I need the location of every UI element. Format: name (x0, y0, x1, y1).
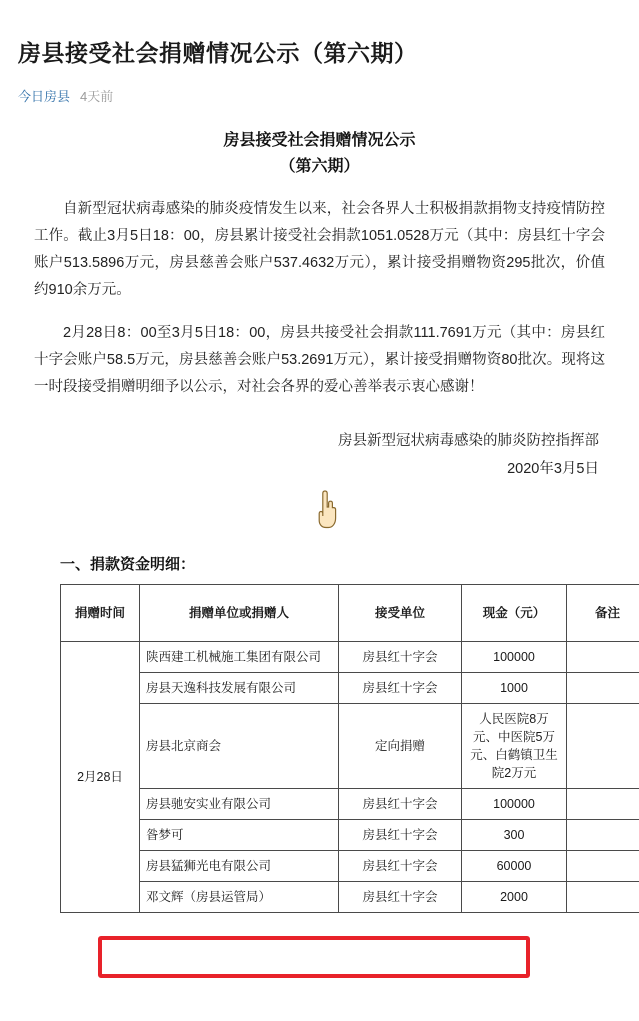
table-row-highlighted (61, 851, 639, 882)
cell-donor: 陕西建工机械施工集团有限公司 (140, 642, 339, 673)
table-row (61, 820, 639, 851)
document-paragraph-1: 自新型冠状病毒感染的肺炎疫情发生以来，社会各界人士积极捐款捐物支持疫情防控工作。截止3月5日18：00，房县累计接受社会捐款1051.0528万元（其中：房县红十字会账户513.5896万元，房县慈善会账户537.4632万元），累计接受捐赠物资295批次，价值约910余万元。 (34, 196, 605, 304)
cell-receiver: 房县红十字会 (339, 851, 462, 882)
article-author[interactable]: 今日房县 (18, 89, 70, 104)
table-row (61, 673, 639, 704)
cell-amount: 100000 (462, 642, 567, 673)
column-header-donor: 捐赠单位或捐赠人 (140, 585, 339, 642)
cell-note (567, 882, 639, 913)
document-signature: 房县新型冠状病毒感染的肺炎防控指挥部 (34, 427, 605, 455)
table-row (61, 789, 639, 820)
cell-note (567, 851, 639, 882)
cell-receiver: 房县红十字会 (339, 642, 462, 673)
cell-donor: 房县天逸科技发展有限公司 (140, 673, 339, 704)
cursor-area (18, 483, 621, 539)
cell-note (567, 820, 639, 851)
article-meta (18, 88, 621, 106)
cell-amount: 1000 (462, 673, 567, 704)
column-header-amount: 现金（元） (462, 585, 567, 642)
document-date: 2020年3月5日 (34, 455, 605, 483)
cell-amount: 100000 (462, 789, 567, 820)
hand-cursor-icon (314, 487, 340, 533)
document-paragraph-2: 2月28日8：00至3月5日18：00，房县共接受社会捐款111.7691万元（其中：房县红十字会账户58.5万元，房县慈善会账户53.2691万元），累计接受捐赠物资80批次。现将这一时段接受捐赠明细予以公示，对社会各界的爱心善举表示衷心感谢！ (34, 320, 605, 401)
table-header-row (61, 585, 639, 642)
section-heading: 一、捐款资金明细： (60, 553, 621, 574)
column-header-receiver: 接受单位 (339, 585, 462, 642)
cell-amount: 300 (462, 820, 567, 851)
cell-date: 2月28日 (61, 642, 140, 913)
cell-amount: 60000 (462, 851, 567, 882)
cell-amount: 人民医院8万元、中医院5万元、白鹤镇卫生院2万元 (462, 704, 567, 789)
table-row (61, 704, 639, 789)
cell-donor: 房县驰安实业有限公司 (140, 789, 339, 820)
cell-receiver: 房县红十字会 (339, 820, 462, 851)
cell-donor: 昝梦可 (140, 820, 339, 851)
page-title: 房县接受社会捐赠情况公示（第六期） (18, 36, 621, 70)
cell-receiver: 房县红十字会 (339, 673, 462, 704)
article-page (0, 36, 639, 1021)
table-row (61, 642, 639, 673)
column-header-note: 备注 (567, 585, 639, 642)
highlight-annotation (98, 936, 530, 978)
cell-note (567, 789, 639, 820)
cell-note (567, 704, 639, 789)
cell-note (567, 673, 639, 704)
donations-table (60, 584, 639, 913)
cell-receiver: 定向捐赠 (339, 704, 462, 789)
cell-donor: 房县北京商会 (140, 704, 339, 789)
cell-amount: 2000 (462, 882, 567, 913)
document-title: 房县接受社会捐赠情况公示 (34, 128, 605, 154)
document-subtitle: （第六期） (34, 154, 605, 180)
table-row (61, 882, 639, 913)
column-header-date: 捐赠时间 (61, 585, 140, 642)
cell-receiver: 房县红十字会 (339, 882, 462, 913)
document-body (18, 128, 621, 483)
cell-donor: 房县猛狮光电有限公司 (140, 851, 339, 882)
article-timestamp: 4天前 (80, 89, 113, 104)
cell-receiver: 房县红十字会 (339, 789, 462, 820)
cell-note (567, 642, 639, 673)
cell-donor: 邓文辉（房县运管局） (140, 882, 339, 913)
